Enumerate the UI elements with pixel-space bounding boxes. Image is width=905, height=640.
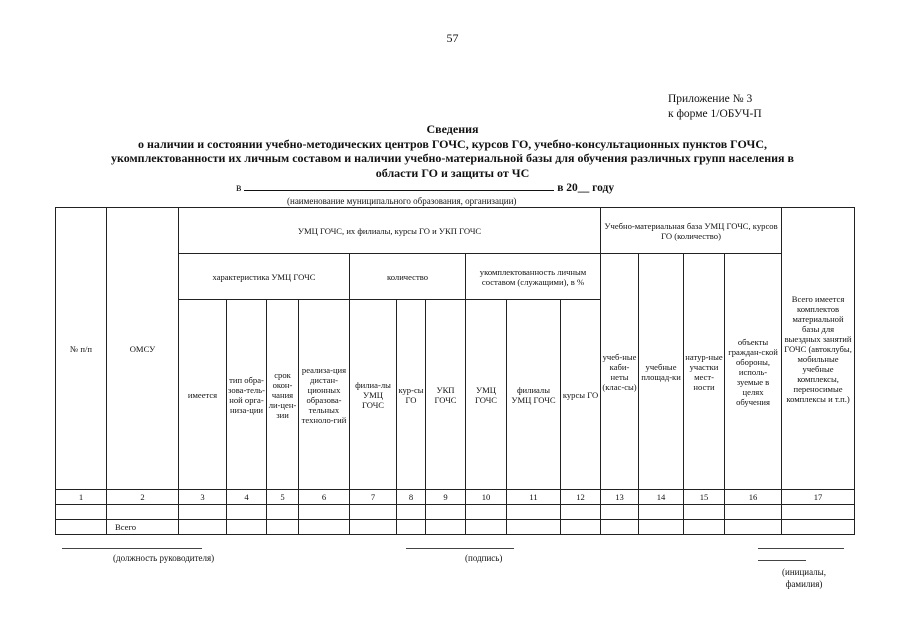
header-col-8: кур-сы ГО [397, 300, 426, 490]
position-caption: (должность руководителя) [113, 553, 215, 563]
header-col-3: имеется [179, 300, 227, 490]
signature-line [406, 548, 514, 549]
col-number: 12 [561, 490, 601, 505]
col-number: 1 [56, 490, 107, 505]
empty-cell [107, 505, 179, 520]
empty-cell [466, 520, 507, 535]
location-caption: (наименование муниципального образования, организации) [287, 196, 517, 206]
header-quantity: количество [350, 254, 466, 300]
data-table [55, 207, 855, 535]
empty-cell [507, 520, 561, 535]
header-col-10: УМЦ ГОЧС [466, 300, 507, 490]
empty-cell [227, 505, 267, 520]
empty-cell [782, 520, 855, 535]
header-num: № п/п [56, 208, 107, 490]
empty-cell [179, 505, 227, 520]
empty-cell [601, 505, 639, 520]
page-number: 57 [446, 31, 459, 45]
empty-cell [426, 505, 466, 520]
initials-line-2 [758, 560, 806, 561]
empty-cell [56, 520, 107, 535]
title-line-1: Сведения [426, 122, 479, 136]
header-staffing: укомплектованность личным составом (служащими), в % [466, 254, 601, 300]
col-number: 9 [426, 490, 466, 505]
empty-cell [466, 505, 507, 520]
empty-cell [397, 505, 426, 520]
header-col-11: филиалы УМЦ ГОЧС [507, 300, 561, 490]
empty-cell [507, 505, 561, 520]
header-col-7: филиа-лы УМЦ ГОЧС [350, 300, 397, 490]
empty-cell [350, 520, 397, 535]
empty-cell [684, 520, 725, 535]
header-col-9: УКП ГОЧС [426, 300, 466, 490]
document-title [40, 122, 865, 180]
empty-cell [561, 505, 601, 520]
header-col-15: натур-ные участки мест-ности [684, 254, 725, 490]
header-col-12: курсы ГО [561, 300, 601, 490]
header-omsu: ОМСУ [107, 208, 179, 490]
col-number: 2 [107, 490, 179, 505]
col-number: 4 [227, 490, 267, 505]
position-signature-line [62, 548, 202, 549]
col-number: 13 [601, 490, 639, 505]
empty-cell [267, 505, 299, 520]
year-field: в 20__ году [557, 182, 615, 194]
initials-line-1 [758, 548, 844, 549]
empty-cell [350, 505, 397, 520]
empty-cell [782, 505, 855, 520]
appendix-line-1: Приложение № 3 [668, 93, 753, 105]
col-number: 15 [684, 490, 725, 505]
empty-cell [639, 520, 684, 535]
empty-cell [426, 520, 466, 535]
empty-cell [725, 505, 782, 520]
initials-caption: (инициалы, фамилия) [782, 567, 826, 589]
location-blank-line [244, 180, 554, 191]
empty-cell [397, 520, 426, 535]
appendix-line-2: к форме 1/ОБУЧ-П [668, 108, 762, 120]
header-base-group: Учебно-материальная база УМЦ ГОЧС, курсов ГО (количество) [601, 208, 782, 254]
col-number: 10 [466, 490, 507, 505]
appendix-note [668, 92, 762, 122]
empty-cell [725, 520, 782, 535]
col-number: 11 [507, 490, 561, 505]
col-number: 14 [639, 490, 684, 505]
header-umc-group: УМЦ ГОЧС, их филиалы, курсы ГО и УКП ГОЧС [179, 208, 601, 254]
header-col-6: реализа-ция дистан-ционных образова-тельных техноло-гий [299, 300, 350, 490]
location-prefix: в [236, 182, 242, 194]
empty-cell [561, 520, 601, 535]
header-col-5: срок окон-чания ли-цен-зии [267, 300, 299, 490]
col-number: 5 [267, 490, 299, 505]
col-number: 8 [397, 490, 426, 505]
empty-cell [267, 520, 299, 535]
empty-cell [299, 505, 350, 520]
empty-cell [299, 520, 350, 535]
col-number: 17 [782, 490, 855, 505]
title-line-3: укомплектованности их личным составом и наличии учебно-материальной базы для обучения различных групп населения в [110, 151, 795, 165]
empty-cell [179, 520, 227, 535]
title-line-2: о наличии и состоянии учебно-методических центров ГОЧС, курсов ГО, учебно-консультационных пунктов ГОЧС, [137, 136, 768, 151]
header-characteristics: характеристика УМЦ ГОЧС [179, 254, 350, 300]
col-number: 16 [725, 490, 782, 505]
empty-data-row [56, 505, 855, 520]
total-row [56, 520, 855, 535]
empty-cell [639, 505, 684, 520]
total-label: Всего [107, 520, 179, 535]
col-number: 3 [179, 490, 227, 505]
empty-cell [684, 505, 725, 520]
empty-cell [601, 520, 639, 535]
col-number: 6 [299, 490, 350, 505]
empty-cell [227, 520, 267, 535]
column-number-row [56, 490, 855, 505]
header-col-14: учебные площад-ки [639, 254, 684, 490]
signature-caption: (подпись) [465, 553, 503, 563]
col-number: 7 [350, 490, 397, 505]
header-col-4: тип обра-зова-тель-ной орга-низа-ции [227, 300, 267, 490]
empty-cell [56, 505, 107, 520]
header-col-16: объекты граждан-ской обороны, исполь-зуемые в целях обучения [725, 254, 782, 490]
location-row [236, 180, 614, 194]
header-total-kits: Всего имеется комплектов материальной базы для выездных занятий ГОЧС (автоклубы, мобильные учебные комплексы, переносимые комплексы и т.п.) [782, 208, 855, 490]
header-col-13: учеб-ные каби-неты (клас-сы) [601, 254, 639, 490]
title-line-4: области ГО и защиты от ЧС [375, 165, 530, 180]
